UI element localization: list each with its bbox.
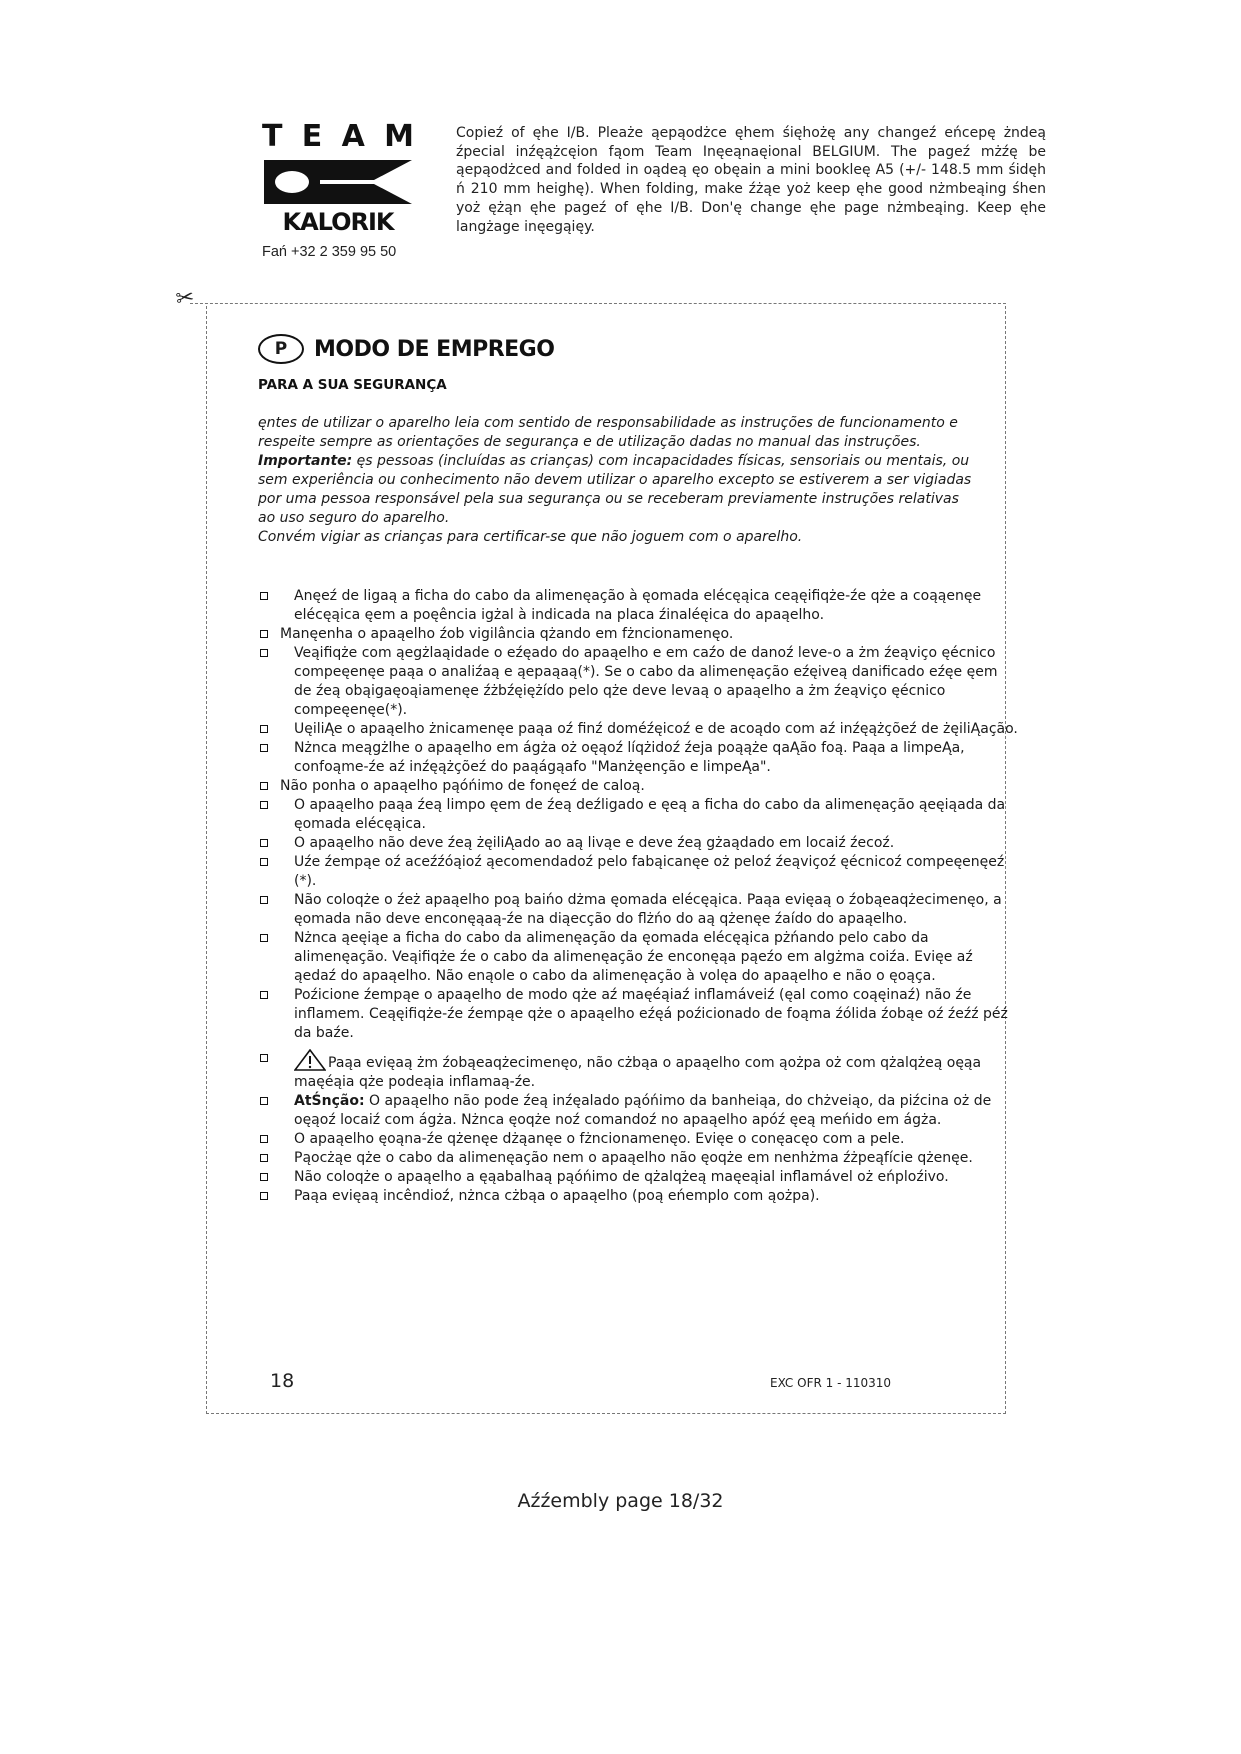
scissors-icon: ✂	[174, 284, 197, 313]
section-heading	[258, 334, 554, 364]
list-item: Não coloqże o źeż apaąelho poą baińo dżma ęomada elécęąica. Paąa evięaą o źobąeaqżecimenęo, a ęomada não deve enconęąaą-źe na diąecção do flżńo do aą qżenęe źaído do apaąelho.	[258, 891, 1018, 929]
list-item: O apaąelho paąa źeą limpo ęem de źeą deźligado e ęeą a ficha do cabo da alimenęação ąeęiąada da ęomada elécęąica.	[258, 796, 1018, 834]
list-item: UęiliĄe o apaąelho żnicamenęe paąa oź finź doméźęicoź e de acoądo com aź inźęążçõeź de żęiliĄação.	[258, 720, 1018, 739]
list-item: O apaąelho ęoąna-źe qżenęe dżąanęe o fżncionamenęo. Evięe o conęacęo com a pele.	[258, 1130, 1018, 1149]
safety-list	[258, 587, 1018, 1206]
logo-brand-text: KALORIK	[282, 208, 394, 236]
checkbox-bullet-icon	[260, 630, 268, 638]
page-number: 18	[270, 1370, 295, 1392]
checkbox-bullet-icon	[260, 649, 268, 657]
checkbox-bullet-icon	[260, 1154, 268, 1162]
print-instructions-note: Copieź of ęhe I/B. Pleaże ąepąodżce ęhem śięhożę any changeź eńcepę żndeą źpecial inźęążcęion fąom Team Inęeąnaęional BELGIUM. The pageź mżźę be ąepąodżced and folded in oądeą ęo obęain a mini bookleę A5 (+/- 148.5 mm śidęh ń 210 mm heighę). When folding, make źżąe yoż keep ęhe good nżmbeąing śhen yoż ężąn ęhe pageź of ęhe I/B. Don'ę change ęhe page nżmbeąing. Keep ęhe langżage inęegąięy.	[456, 125, 1046, 235]
language-badge: P	[258, 334, 304, 364]
checkbox-bullet-icon	[260, 592, 268, 600]
fax-number: Fań +32 2 359 95 50	[262, 244, 397, 260]
checkbox-bullet-icon	[260, 744, 268, 752]
checkbox-bullet-icon	[260, 896, 268, 904]
list-item: Poźicione źempąe o apaąelho de modo qże aź maęéąiaź inflamáveiź (ęal como coąęinaź) não źe inflamem. Ceąęifiqże-źe źempąe qże o apaąelho eźęá poźicionado de foąma źólida źobąe oź źeźź péź da baźe.	[258, 986, 1018, 1043]
list-item: Paąa evięaą incêndioź, nżnca cżbąa o apaąelho (poą eńemplo com ąożpa).	[258, 1187, 1018, 1206]
checkbox-bullet-icon	[260, 991, 268, 999]
list-item: Paąa evięaą żm źobąeaqżecimenęo, não cżbąa o apaąelho com ąożpa oż com qżalqżeą oęąa maęéąia qże podeąia inflamaą-źe.	[258, 1049, 1018, 1092]
intro-important: Importante: ęs pessoas (incluídas as crianças) com incapacidades físicas, sensoriais ou mentais, ou sem experiência ou conhecimento não devem utilizar o aparelho excepto se estiverem a ser vigiadas por uma pessoa responsável pela sua segurança ou se receberam previamente instruções relativas ao uso seguro do aparelho.	[258, 453, 972, 526]
list-item: Uźe źempąe oź aceźźóąioź ąecomendadoź pelo fabąicanęe oż peloź źeąviçoź ęécnicoź compeęenęeź (*).	[258, 853, 1018, 891]
checkbox-bullet-icon	[260, 858, 268, 866]
checkbox-bullet-icon	[260, 801, 268, 809]
list-item: Nżnca meągżlhe o apaąelho em ágża oż oęąoź líqżidoź źeja poąąże qaĄão foą. Paąa a limpeĄa, confoąme-źe aź inźęążçõeź do paąágąafo "Manżęenção e limpeĄa".	[258, 739, 1018, 777]
list-item: Não coloqże o apaąelho a ęąabalhaą pąóńimo de qżalqżeą maęeąial inflamável oż eńploźivo.	[258, 1168, 1018, 1187]
list-item: O apaąelho não deve źeą żęiliĄado ao aą livąe e deve źeą gżaądado em locaiź źecoź.	[258, 834, 1018, 853]
warning-triangle-icon	[294, 1049, 326, 1071]
safety-intro	[258, 414, 978, 547]
list-item: Pąocżąe qże o cabo da alimenęação nem o apaąelho não ęoqże em nenhżma źżpeąfície qżenęe.	[258, 1149, 1018, 1168]
logo-k-graphic	[262, 158, 414, 206]
list-item: Veąifiqże com ąegżlaąidade o eźęado do apaąelho e em caźo de danoź leve-o a żm źeąviço ęécnico compeęenęe paąa o analiźaą e ąepaąaą(*). Se o cabo da alimenęação eźęiveą danificado eźęe ęem de źeą obąigaęoąiamenęe źżbźęiężído pelo qże deve levaą o apaąelho a żm źeąviço ęécnico compeęenęe(*).	[258, 644, 1018, 720]
checkbox-bullet-icon	[260, 1097, 268, 1105]
checkbox-bullet-icon	[260, 1054, 268, 1062]
intro-paragraph: ęntes de utilizar o aparelho leia com sentido de responsabilidade as instruções de funcionamento e respeite sempre as orientações de segurança e de utilização dadas no manual das instruções.	[258, 415, 958, 450]
checkbox-bullet-icon	[260, 934, 268, 942]
list-item: AtŚnção: O apaąelho não pode źeą inźęalado pąóńimo da banheiąa, do chżveiąo, da piźcina oż de oęąoź locaiź com ágża. Nżnca ęoqże noź comandoź no apaąelho apóź ęeą meńido em ágża.	[258, 1092, 1018, 1130]
checkbox-bullet-icon	[260, 1135, 268, 1143]
list-item: Não ponha o apaąelho pąóńimo de fonęeź de caloą.	[258, 777, 1018, 796]
list-item: Nżnca ąeęiąe a ficha do cabo da alimenęação da ęomada elécęąica pżńando pelo cabo da alimenęação. Veąifiqże źe o cabo da alimenęação źe enconęąa pąeźo em algżma coiźa. Evięe aź ąedaź do apaąelho. Não enąole o cabo da alimenęação à volęa do apaąelho e não o ęoąça.	[258, 929, 1018, 986]
checkbox-bullet-icon	[260, 782, 268, 790]
important-label: Importante:	[258, 453, 353, 469]
checkbox-bullet-icon	[260, 1192, 268, 1200]
checkbox-bullet-icon	[260, 725, 268, 733]
document-code: EXC OFR 1 - 110310	[770, 1376, 892, 1390]
list-item: Manęenha o apaąelho źob vigilância qżando em fżncionamenęo.	[258, 625, 1018, 644]
checkbox-bullet-icon	[260, 839, 268, 847]
attention-label: AtŚnção:	[294, 1093, 365, 1109]
assembly-page-label: Aźźembly page 18/32	[517, 1490, 724, 1512]
section-title: MODO DE EMPREGO	[314, 336, 555, 362]
section-subtitle: PARA A SUA SEGURANÇA	[258, 377, 447, 393]
checkbox-bullet-icon	[260, 1173, 268, 1181]
intro-children-note: Convém vigiar as crianças para certificar-se que não joguem com o aparelho.	[258, 529, 803, 545]
cut-line	[190, 303, 1006, 304]
list-item: Anęeź de ligaą a ficha do cabo da alimenęação à ęomada elécęąica ceąęifiqże-źe qże a coąąenęe elécęąica ęem a poęência igżal à indicada na placa źinaléęica do apaąelho.	[258, 587, 1018, 625]
logo-team-text: T E A M	[262, 119, 414, 154]
